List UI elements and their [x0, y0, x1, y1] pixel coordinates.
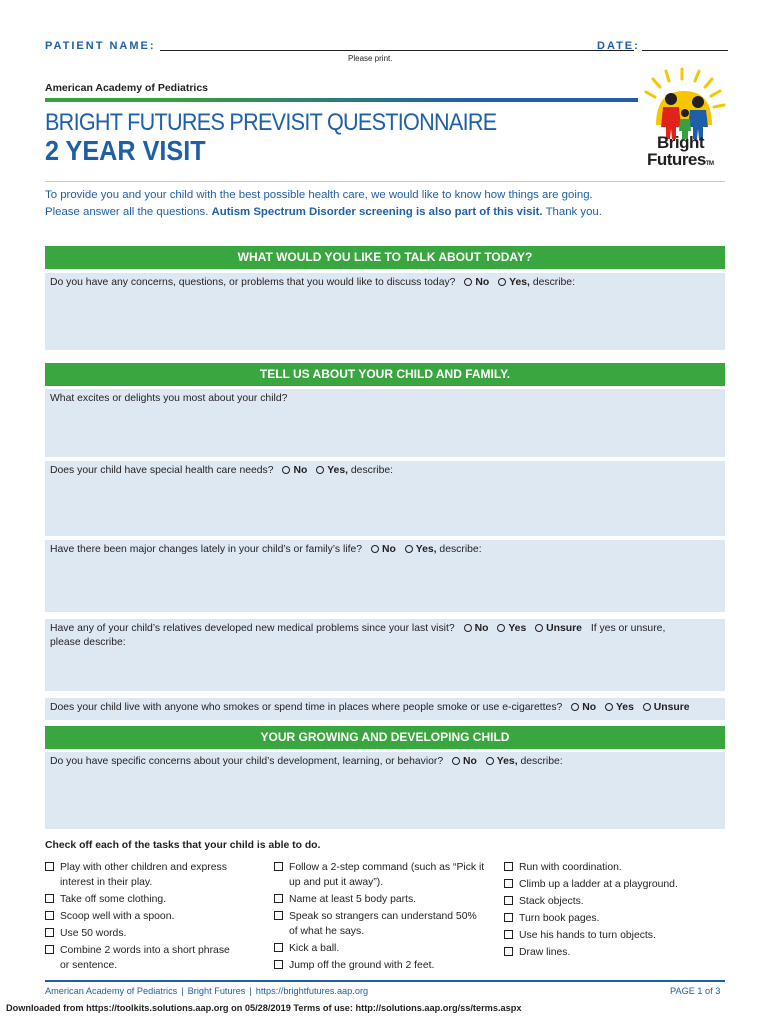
checkbox-icon[interactable] — [504, 913, 513, 922]
special-needs-no-option[interactable]: No — [282, 464, 307, 478]
special-needs-question-box[interactable] — [45, 461, 725, 536]
checklist-column-1 — [45, 860, 270, 975]
smoke-question: Does your child live with anyone who smokes or spend time in places where people smoke or use e-cigarettes? — [50, 702, 563, 713]
concerns-question-box[interactable] — [45, 273, 725, 350]
footer-divider — [45, 980, 725, 982]
section-talk-header: WHAT WOULD YOU LIKE TO TALK ABOUT TODAY? — [45, 246, 725, 269]
development-yes-option[interactable]: Yes, describe: — [486, 755, 563, 769]
radio-icon[interactable] — [498, 278, 506, 286]
checkbox-icon[interactable] — [45, 862, 54, 871]
radio-icon[interactable] — [464, 624, 472, 632]
relatives-tail: If yes or unsure, — [590, 623, 666, 634]
excites-question: What excites or delights you most about your child? — [50, 393, 288, 404]
excites-question-box[interactable] — [45, 389, 725, 457]
checkbox-icon[interactable] — [274, 960, 283, 969]
patient-name-field[interactable] — [160, 50, 634, 51]
intro-divider — [45, 181, 725, 182]
relatives-describe: please describe: — [50, 637, 126, 648]
header-divider — [45, 98, 638, 102]
checklist-column-3 — [504, 860, 726, 962]
page-subtitle: 2 YEAR VISIT — [45, 135, 206, 166]
section-growing-header: YOUR GROWING AND DEVELOPING CHILD — [45, 726, 725, 749]
checkbox-icon[interactable] — [45, 945, 54, 954]
checklist-item[interactable]: Follow a 2-step command (such as “Pick it up and put it away”). — [274, 860, 506, 890]
date-field[interactable] — [642, 50, 728, 51]
checklist-item[interactable]: Name at least 5 body parts. — [274, 892, 506, 907]
development-no-option[interactable]: No — [452, 755, 477, 769]
checkbox-icon[interactable] — [504, 930, 513, 939]
radio-icon[interactable] — [497, 624, 505, 632]
checklist-item[interactable]: Jump off the ground with 2 feet. — [274, 958, 506, 973]
checklist-item[interactable]: Combine 2 words into a short phrase or sentence. — [45, 943, 270, 973]
checklist-item[interactable]: Turn book pages. — [504, 911, 726, 926]
checkbox-icon[interactable] — [504, 896, 513, 905]
changes-question-box[interactable] — [45, 540, 725, 612]
relatives-question-box[interactable] — [45, 619, 725, 691]
concerns-no-option[interactable]: No — [464, 276, 489, 290]
logo-text-bright: Bright — [657, 133, 705, 152]
radio-icon[interactable] — [535, 624, 543, 632]
checklist-item[interactable]: Stack objects. — [504, 894, 726, 909]
relatives-no-option[interactable]: No — [464, 622, 489, 636]
changes-yes-option[interactable]: Yes, describe: — [405, 543, 482, 557]
changes-question: Have there been major changes lately in your child’s or family’s life? — [50, 544, 363, 555]
radio-icon[interactable] — [486, 757, 494, 765]
radio-icon[interactable] — [316, 466, 324, 474]
radio-icon[interactable] — [643, 703, 651, 711]
footer-url-link[interactable]: https://brightfutures.aap.org — [255, 986, 369, 996]
radio-icon[interactable] — [282, 466, 290, 474]
relatives-question: Have any of your child’s relatives developed new medical problems since your last visit? — [50, 623, 455, 634]
checklist-item[interactable]: Play with other children and express interest in their play. — [45, 860, 270, 890]
development-question-box[interactable] — [45, 752, 725, 829]
checklist-item[interactable]: Use 50 words. — [45, 926, 270, 941]
checkbox-icon[interactable] — [45, 911, 54, 920]
smoke-yes-option[interactable]: Yes — [605, 701, 634, 715]
changes-no-option[interactable]: No — [371, 543, 396, 557]
checkbox-icon[interactable] — [274, 862, 283, 871]
checklist-item[interactable]: Draw lines. — [504, 945, 726, 960]
development-question: Do you have specific concerns about your child’s development, learning, or behavior? — [50, 756, 444, 767]
date-label: DATE: — [597, 40, 640, 52]
checkbox-icon[interactable] — [274, 894, 283, 903]
checklist-column-2 — [274, 860, 506, 975]
checklist-heading: Check off each of the tasks that your child is able to do. — [45, 840, 321, 851]
special-needs-yes-option[interactable]: Yes, describe: — [316, 464, 393, 478]
concerns-yes-option[interactable]: Yes, describe: — [498, 276, 575, 290]
page-number: PAGE 1 of 3 — [670, 986, 721, 996]
checklist-item[interactable]: Run with coordination. — [504, 860, 726, 875]
footer-credits: American Academy of Pediatrics | Bright Futures | https://brightfutures.aap.org — [45, 986, 369, 996]
smoke-question-box[interactable] — [45, 698, 725, 720]
organization-name: American Academy of Pediatrics — [45, 82, 209, 94]
relatives-yes-option[interactable]: Yes — [497, 622, 526, 636]
concerns-question: Do you have any concerns, questions, or problems that you would like to discuss today? — [50, 277, 456, 288]
radio-icon[interactable] — [464, 278, 472, 286]
download-notice: Downloaded from https://toolkits.solutions.aap.org on 05/28/2019 Terms of use: http://solutions.aap.org/ss/terms.aspx — [6, 1003, 522, 1013]
checkbox-icon[interactable] — [504, 862, 513, 871]
checkbox-icon[interactable] — [274, 943, 283, 952]
radio-icon[interactable] — [571, 703, 579, 711]
logo-tm: TM — [705, 161, 714, 167]
section-family-header: TELL US ABOUT YOUR CHILD AND FAMILY. — [45, 363, 725, 386]
checklist-item[interactable]: Kick a ball. — [274, 941, 506, 956]
checklist-item[interactable]: Take off some clothing. — [45, 892, 270, 907]
special-needs-question: Does your child have special health care needs? — [50, 465, 274, 476]
checkbox-icon[interactable] — [45, 894, 54, 903]
checkbox-icon[interactable] — [274, 911, 283, 920]
smoke-unsure-option[interactable]: Unsure — [643, 701, 690, 715]
footer-program: Bright Futures — [187, 986, 246, 996]
radio-icon[interactable] — [605, 703, 613, 711]
intro-line-1: To provide you and your child with the best possible health care, we would like to know how things are going. — [45, 189, 593, 201]
please-print-note: Please print. — [348, 54, 393, 63]
asd-screening-note: Autism Spectrum Disorder screening is also part of this visit. — [211, 206, 543, 218]
checkbox-icon[interactable] — [504, 879, 513, 888]
page-title: BRIGHT FUTURES PREVISIT QUESTIONNAIRE — [45, 109, 497, 136]
logo-text-futures: FuturesTM — [647, 150, 714, 169]
radio-icon[interactable] — [452, 757, 460, 765]
intro-line-2: Please answer all the questions. Autism Spectrum Disorder screening is also part of this visit. Thank you. — [45, 206, 602, 218]
relatives-unsure-option[interactable]: Unsure — [535, 622, 582, 636]
patient-row — [45, 38, 728, 54]
checklist-item[interactable]: Scoop well with a spoon. — [45, 909, 270, 924]
checklist-item[interactable]: Climb up a ladder at a playground. — [504, 877, 726, 892]
radio-icon[interactable] — [405, 545, 413, 553]
patient-name-label: PATIENT NAME: — [45, 40, 156, 52]
intro-text — [45, 187, 730, 221]
checklist-item[interactable]: Speak so strangers can understand 50% of what he says. — [274, 909, 506, 939]
checkbox-icon[interactable] — [504, 947, 513, 956]
smoke-no-option[interactable]: No — [571, 701, 596, 715]
checkbox-icon[interactable] — [45, 928, 54, 937]
radio-icon[interactable] — [371, 545, 379, 553]
footer-org: American Academy of Pediatrics — [45, 986, 178, 996]
checklist-item[interactable]: Use his hands to turn objects. — [504, 928, 726, 943]
